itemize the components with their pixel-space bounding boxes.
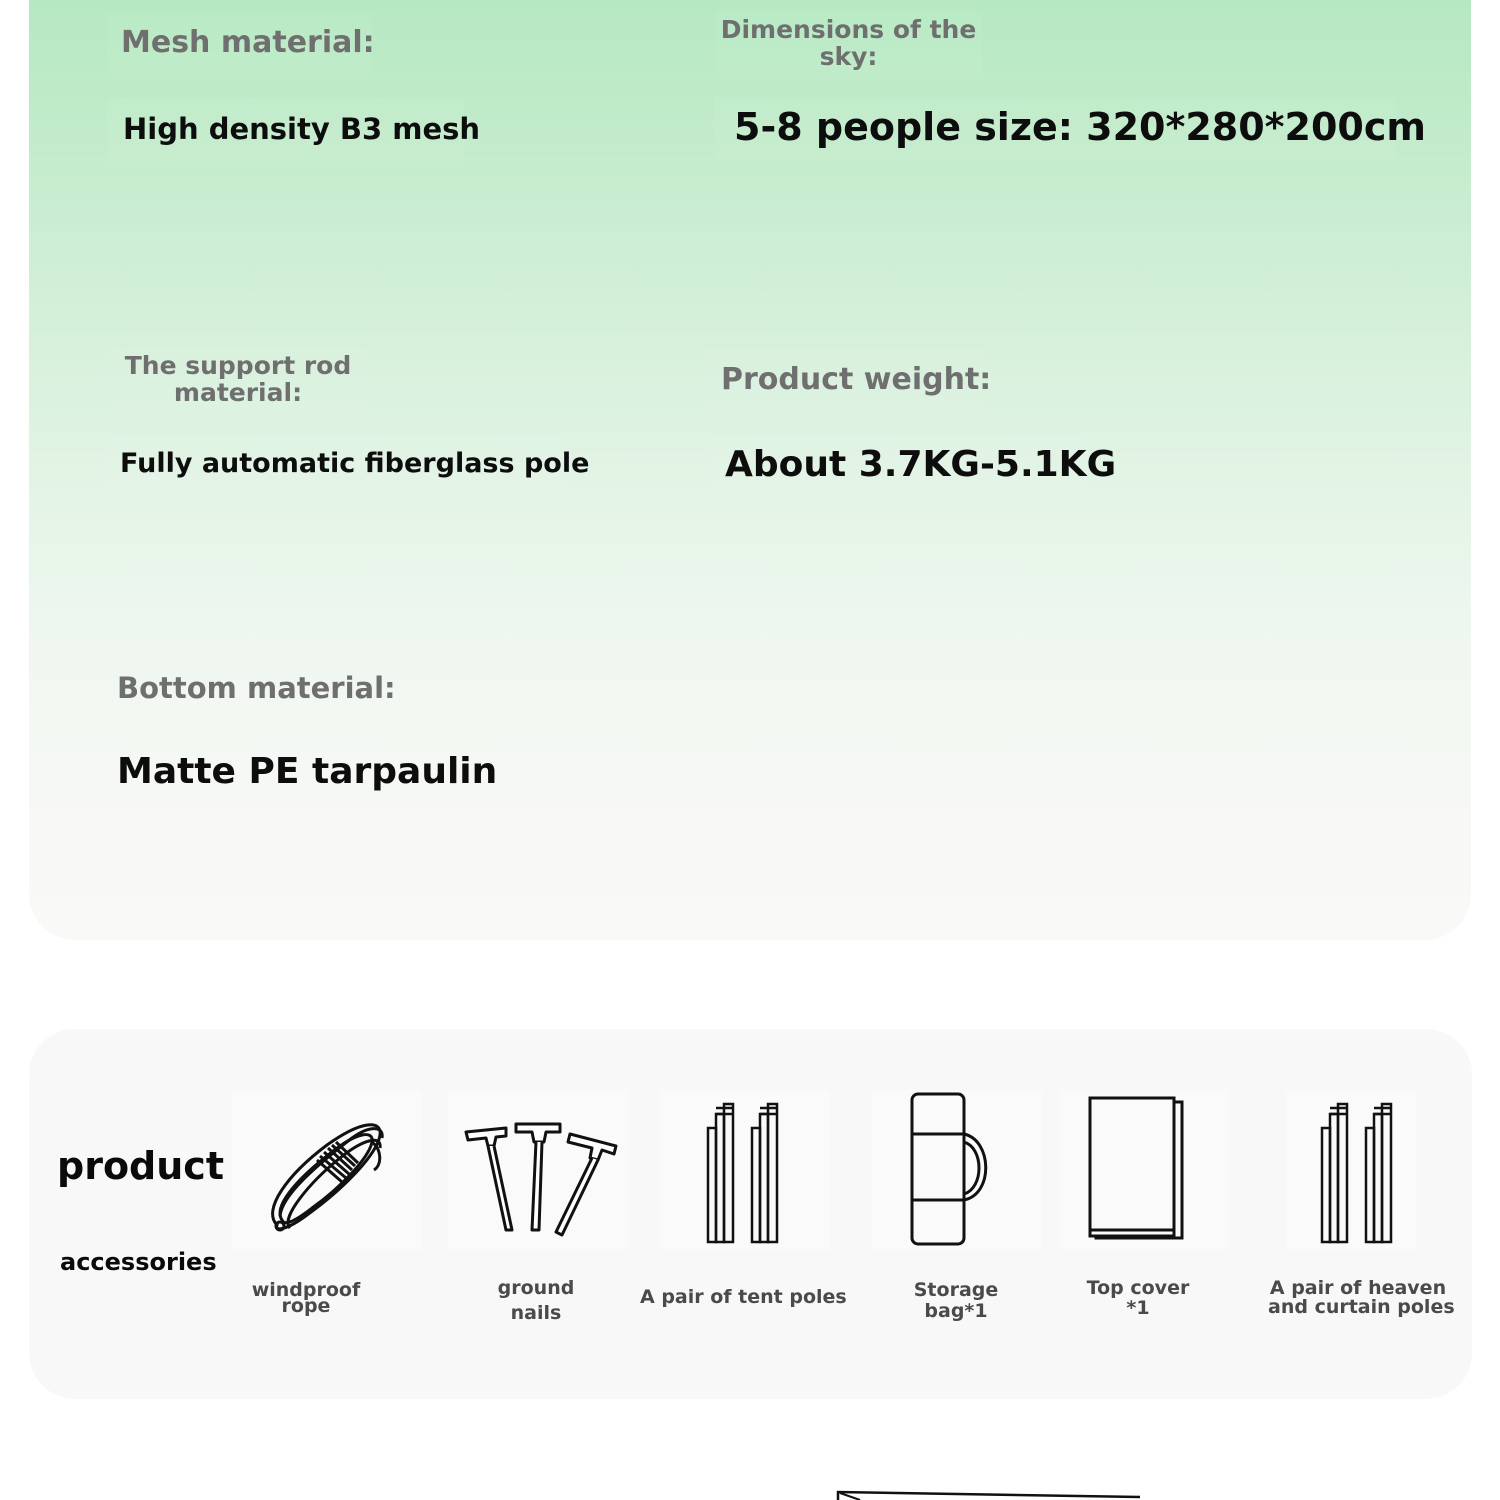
caption-ground-nails: [476, 1276, 596, 1326]
mesh-material-label: [108, 14, 375, 76]
product-weight-value-text: About 3.7KG-5.1KG: [725, 444, 1117, 485]
accessory-tile-top-cover: [1060, 1090, 1228, 1250]
accessories-title: [57, 1142, 224, 1190]
support-rod-label-line2: material:: [173, 378, 303, 407]
dimensions-label-line2: sky:: [819, 42, 878, 71]
bottom-material-label-text: Bottom material:: [117, 671, 396, 705]
caption-storage-bag-line2: bag*1: [924, 1300, 988, 1322]
accessories-subtitle: [60, 1246, 217, 1278]
product-weight-value: [712, 436, 1117, 498]
caption-tent-poles-line1: A pair of tent poles: [640, 1286, 847, 1308]
caption-storage-bag-line1: Storage: [913, 1279, 999, 1301]
caption-top-cover-line1: Top cover: [1086, 1277, 1190, 1299]
storage-bag-icon: [872, 1090, 1042, 1250]
caption-curtain-poles-line1: A pair of heaven: [1269, 1277, 1447, 1299]
support-rod-value-text: Fully automatic fiberglass pole: [120, 448, 590, 479]
caption-rope-line2: rope: [281, 1295, 331, 1317]
accessories-title-line1: product: [57, 1144, 224, 1188]
dimensions-label-line1: Dimensions of the: [720, 15, 977, 44]
caption-top-cover: [1076, 1278, 1200, 1318]
accessories-title-line2: accessories: [60, 1248, 217, 1276]
support-rod-value: [106, 436, 590, 494]
accessory-tile-tent-poles: [660, 1090, 830, 1250]
accessory-tile-rope: [232, 1090, 422, 1250]
dimensions-label: [716, 12, 981, 76]
caption-rope-line1: windproof: [251, 1279, 361, 1301]
caption-ground-nails-line1: ground: [497, 1277, 575, 1299]
curtain-poles-icon: [1286, 1090, 1416, 1250]
accessory-tile-storage-bag: [872, 1090, 1042, 1250]
accessory-tile-curtain-poles: [1286, 1090, 1416, 1250]
support-rod-label: [110, 348, 366, 412]
next-section-outline: [0, 1480, 1500, 1500]
caption-tent-poles: [640, 1286, 847, 1308]
caption-top-cover-line2: *1: [1126, 1297, 1150, 1319]
mesh-material-value-text: High density B3 mesh: [123, 112, 481, 146]
caption-ground-nails-line2: nails: [510, 1302, 562, 1324]
bottom-material-value-text: Matte PE tarpaulin: [117, 751, 498, 792]
accessory-tile-ground-nails: [448, 1090, 628, 1250]
caption-curtain-poles: [1268, 1277, 1455, 1318]
caption-storage-bag: [896, 1280, 1016, 1322]
caption-curtain-poles-line2: and curtain poles: [1268, 1296, 1455, 1318]
tent-poles-icon: [660, 1090, 830, 1250]
ground-nails-icon: [448, 1090, 628, 1250]
product-weight-label-text: Product weight:: [721, 362, 992, 397]
support-rod-label-line1: The support rod: [124, 351, 352, 380]
product-weight-label: [708, 350, 992, 410]
dimensions-value-text: 5-8 people size: 320*280*200cm: [734, 105, 1426, 149]
mesh-material-label-text: Mesh material:: [121, 25, 375, 60]
bottom-material-value: [106, 742, 498, 806]
dimensions-value: [715, 98, 1426, 158]
caption-rope: [246, 1279, 366, 1317]
bottom-material-label: [106, 658, 396, 718]
rope-icon: [232, 1090, 422, 1250]
mesh-material-value: [108, 100, 481, 160]
top-cover-icon: [1060, 1090, 1228, 1250]
